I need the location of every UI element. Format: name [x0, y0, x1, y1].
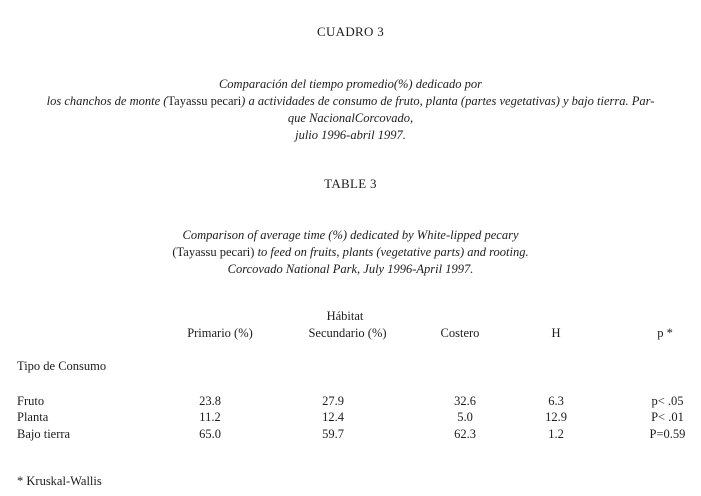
table-title: TABLE 3 [324, 176, 377, 191]
column-header-p: p * [657, 326, 673, 340]
table-cell: 11.2 [199, 410, 221, 424]
english-caption-line-2b: to feed on fruits, plants (vegetative parts) and rooting. [254, 245, 529, 259]
table-cell: 59.7 [322, 427, 344, 441]
spanish-caption-line-2 [0, 93, 701, 109]
table-cell: 65.0 [199, 427, 221, 441]
cuadro-title: CUADRO 3 [316, 24, 385, 39]
spanish-caption-line-4: julio 1996-abril 1997. [295, 128, 406, 142]
table-row-label-bajo-tierra: Bajo tierra [17, 427, 71, 441]
habitat-group-header: Hábitat [326, 309, 364, 323]
table-cell: 23.8 [199, 394, 221, 408]
english-caption-species: (Tayassu pecari) [172, 245, 255, 259]
table-cell: P< .01 [651, 410, 684, 424]
table-row-label-fruto: Fruto [17, 394, 45, 408]
footnote: * Kruskal-Wallis [17, 474, 102, 488]
spanish-caption-line-2a: los chanchos de monte ( [46, 94, 168, 108]
column-header-h: H [551, 326, 561, 340]
table-cell: 1.2 [548, 427, 564, 441]
table-cell: P=0.59 [649, 427, 686, 441]
spanish-caption-species: Tayassu pecari [167, 94, 242, 108]
table-cell: 12.9 [545, 410, 567, 424]
table-cell: 12.4 [322, 410, 344, 424]
table-row-label-planta: Planta [17, 410, 49, 424]
column-header-primario: Primario (%) [187, 326, 253, 340]
table-cell: 5.0 [457, 410, 473, 424]
table-cell: 6.3 [548, 394, 564, 408]
table-cell: 62.3 [454, 427, 476, 441]
table-cell: p< .05 [651, 394, 684, 408]
english-caption-line-1: Comparison of average time (%) dedicated by White-lipped pecary [182, 228, 519, 242]
english-caption-line-3: Corcovado National Park, July 1996-April 1997. [227, 262, 474, 276]
spanish-caption-line-3: que NacionalCorcovado, [287, 111, 414, 125]
column-header-costero: Costero [440, 326, 480, 340]
table-cell: 27.9 [322, 394, 344, 408]
column-header-secundario: Secundario (%) [308, 326, 387, 340]
english-caption-line-2 [0, 244, 701, 260]
spanish-caption-line-2b: ) a actividades de consumo de fruto, planta (partes vegetativas) y bajo tierra. Par- [241, 94, 655, 108]
row-group-label: Tipo de Consumo [17, 359, 107, 373]
table-cell: 32.6 [454, 394, 476, 408]
spanish-caption-line-1: Comparación del tiempo promedio(%) dedicado por [218, 77, 483, 91]
